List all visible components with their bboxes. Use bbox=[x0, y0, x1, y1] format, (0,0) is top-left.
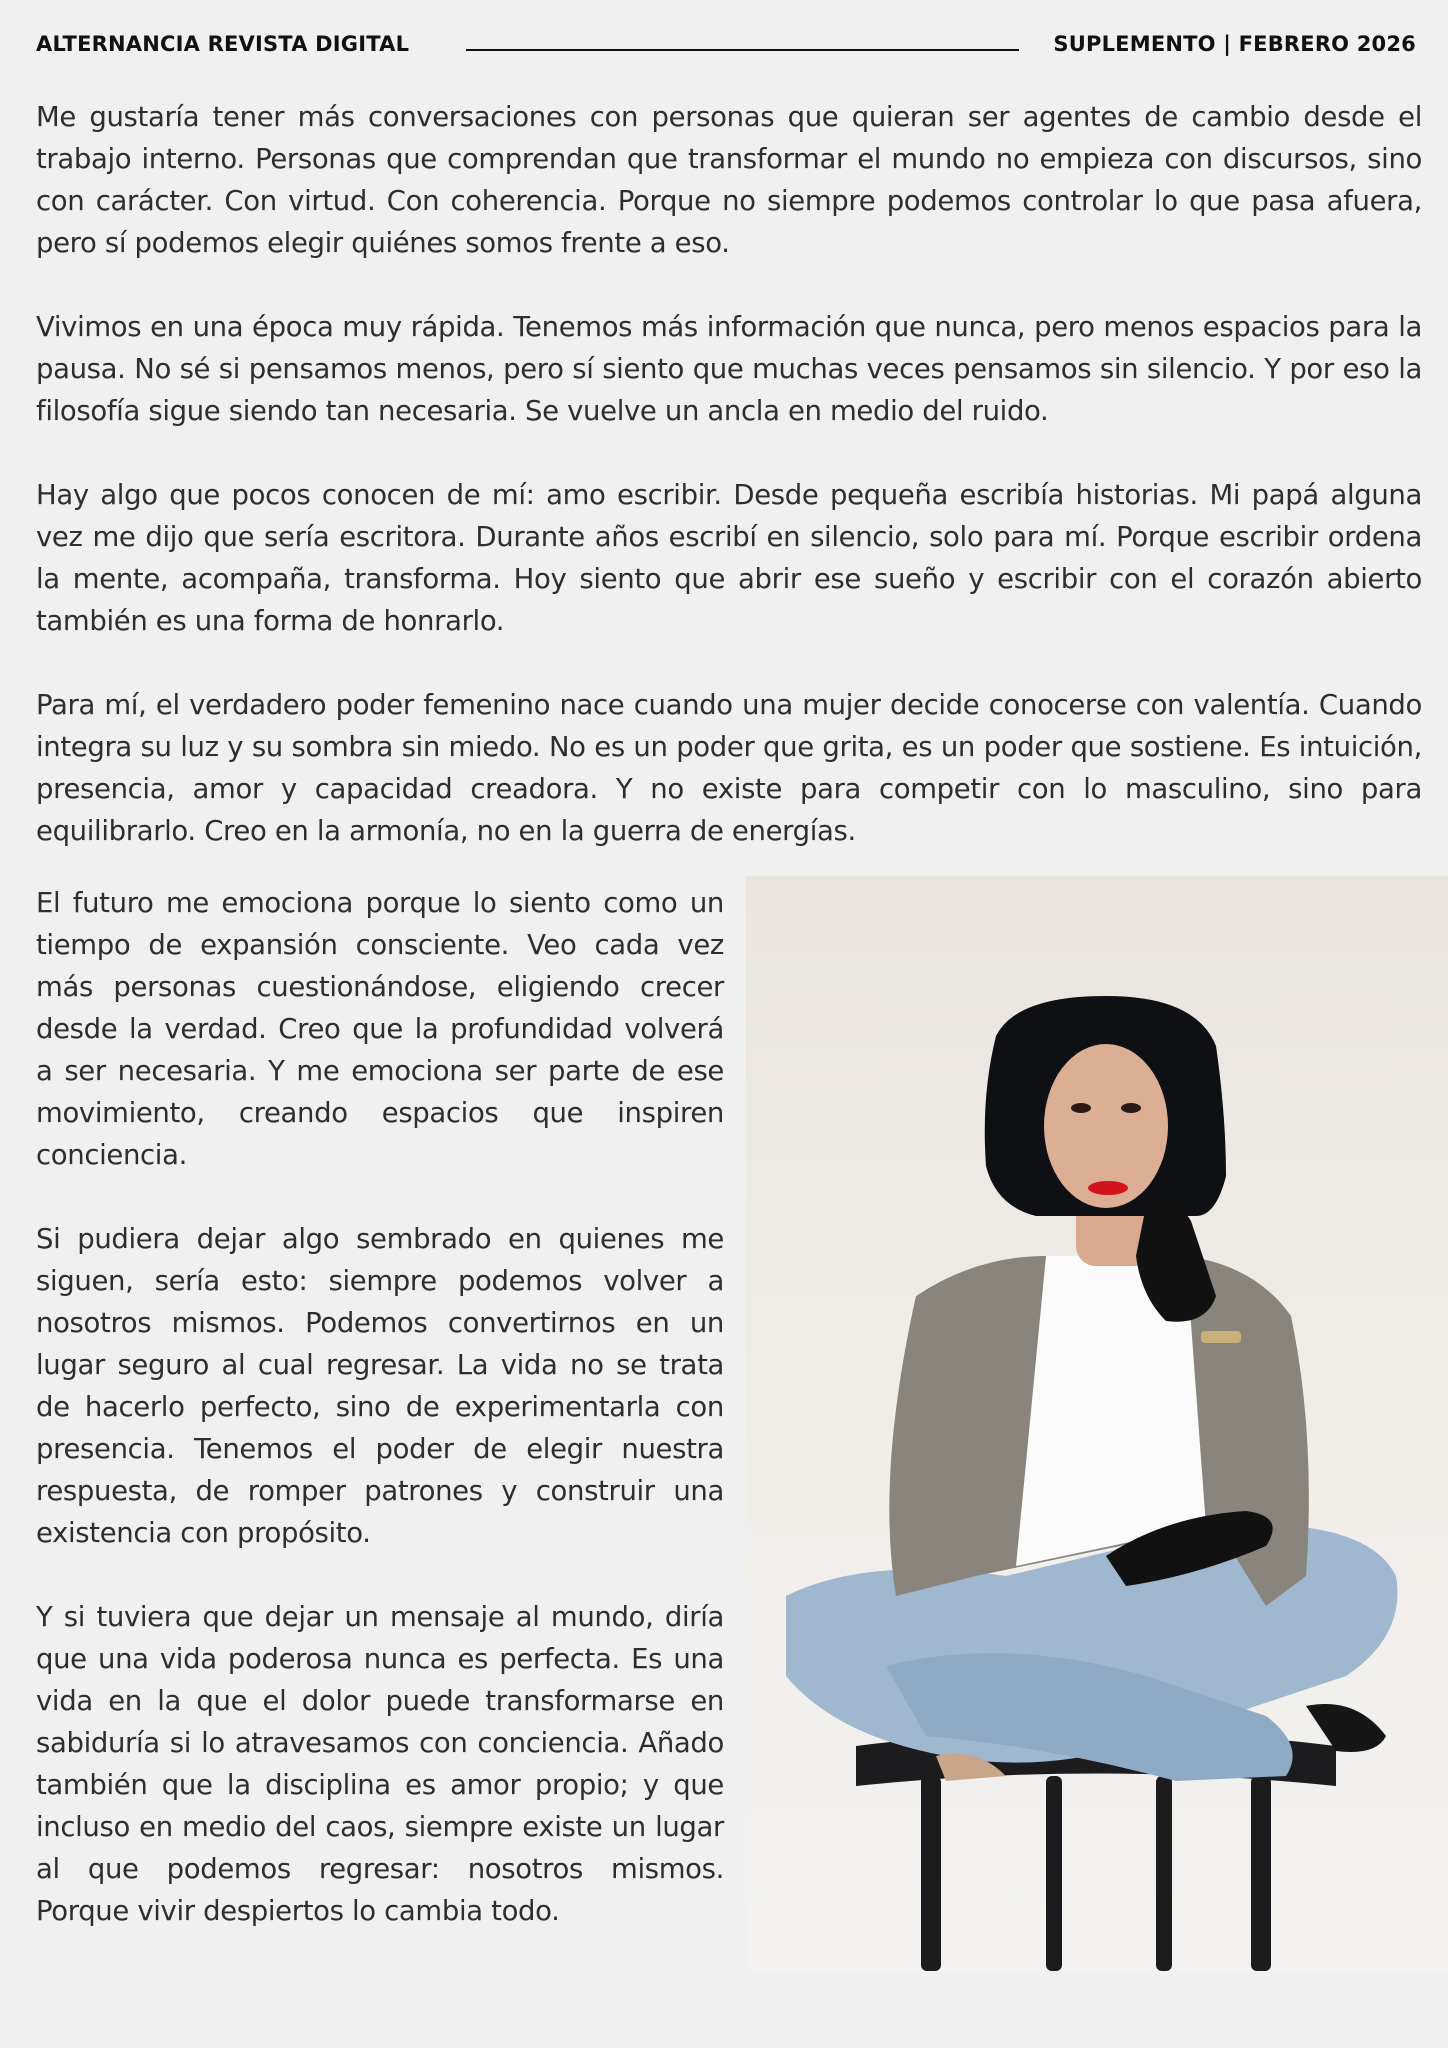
header-divider bbox=[466, 49, 1019, 51]
paragraph: Vivimos en una época muy rápida. Tenemos más información que nunca, pero menos espacios para la pausa. No sé si pensamos menos, pero sí siento que muchas veces pensamos sin silencio. Y por eso la filosofía sigue siendo tan necesaria. Se vuelve un ancla en medio del ruido. bbox=[36, 311, 1422, 427]
watch bbox=[1201, 1331, 1241, 1343]
publication-name: ALTERNANCIA REVISTA DIGITAL bbox=[36, 32, 410, 56]
eye bbox=[1121, 1103, 1141, 1113]
paragraph: Hay algo que pocos conocen de mí: amo escribir. Desde pequeña escribía historias. Mi papá alguna vez me dijo que sería escritora. Durante años escribí en silencio, solo para mí. Porque escribir ordena la mente, acompaña, transforma. Hoy siento que abrir ese sueño y escribir con el corazón abierto también es una forma de honrarlo. bbox=[36, 479, 1422, 637]
portrait-illustration bbox=[746, 876, 1448, 1971]
eye bbox=[1071, 1103, 1091, 1113]
lips bbox=[1088, 1181, 1128, 1195]
paragraph: Si pudiera dejar algo sembrado en quienes me siguen, sería esto: siempre podemos volver a nosotros mismos. Podemos convertirnos en un lugar seguro al cual regresar. La vida no se trata de hacerlo perfecto, sino de experimentarla con presencia. Tenemos el poder de elegir nuestra respuesta, de romper patrones y construir una existencia con propósito. bbox=[36, 1223, 724, 1549]
paragraph: El futuro me emociona porque lo siento como un tiempo de expansión consciente. Veo cada vez más personas cuestionándose, eligiendo crecer desde la verdad. Creo que la profundidad volverá a ser necesaria. Y me emociona ser parte de ese movimiento, creando espacios que inspiren conciencia. bbox=[36, 887, 724, 1171]
paragraph: Me gustaría tener más conversaciones con personas que quieran ser agentes de cambio desde el trabajo interno. Personas que comprendan que transformar el mundo no empieza con discursos, sino con carácter. Con virtud. Con coherencia. Porque no siempre podemos controlar lo que pasa afuera, pero sí podemos elegir quiénes somos frente a eso. bbox=[36, 101, 1422, 259]
running-header bbox=[36, 32, 1416, 62]
issue-label: SUPLEMENTO | FEBRERO 2026 bbox=[1053, 32, 1416, 56]
paragraph: Para mí, el verdadero poder femenino nace cuando una mujer decide conocerse con valentía. Cuando integra su luz y su sombra sin miedo. No es un poder que grita, es un poder que sostiene. Es intuición, presencia, amor y capacidad creadora. Y no existe para competir con lo masculino, sino para equilibrarlo. Creo en la armonía, no en la guerra de energías. bbox=[36, 689, 1422, 847]
portrait-photo bbox=[746, 876, 1448, 1971]
paragraph: Y si tuviera que dejar un mensaje al mundo, diría que una vida poderosa nunca es perfecta. Es una vida en la que el dolor puede transformarse en sabiduría si lo atravesamos con conciencia. Añado también que la disciplina es amor propio; y que incluso en medio del caos, siempre existe un lugar al que podemos regresar: nosotros mismos. Porque vivir despiertos lo cambia todo. bbox=[36, 1601, 724, 1927]
